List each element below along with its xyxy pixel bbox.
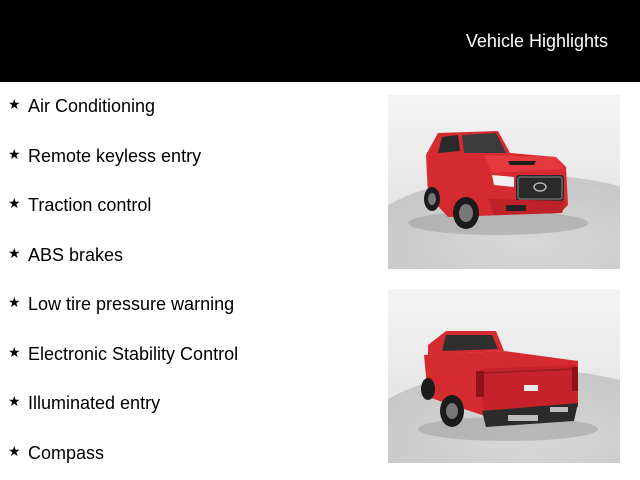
list-item [8,292,234,316]
star-icon: ★ [8,245,21,261]
feature-label: Illuminated entry [28,393,161,413]
header-bar [0,0,640,82]
list-item [8,391,160,415]
feature-label: Traction control [28,195,152,215]
feature-label: Air Conditioning [28,96,156,116]
feature-label: Compass [28,443,105,463]
feature-label: ABS brakes [28,245,124,265]
star-icon: ★ [8,195,21,211]
list-item [8,193,151,217]
list-item [8,441,104,465]
list-item [8,342,238,366]
list-item [8,243,123,267]
feature-label: Remote keyless entry [28,146,202,166]
star-icon: ★ [8,146,21,162]
star-icon: ★ [8,96,21,112]
feature-label: Low tire pressure warning [28,294,235,314]
vehicle-photo-rear [388,289,620,463]
vehicle-photo-front [388,95,620,269]
star-icon: ★ [8,344,21,360]
star-icon: ★ [8,294,21,310]
list-item [8,144,201,168]
star-icon: ★ [8,393,21,409]
star-icon: ★ [8,443,21,459]
list-item [8,94,155,118]
page-title: Vehicle Highlights [465,31,608,51]
feature-label: Electronic Stability Control [28,344,239,364]
